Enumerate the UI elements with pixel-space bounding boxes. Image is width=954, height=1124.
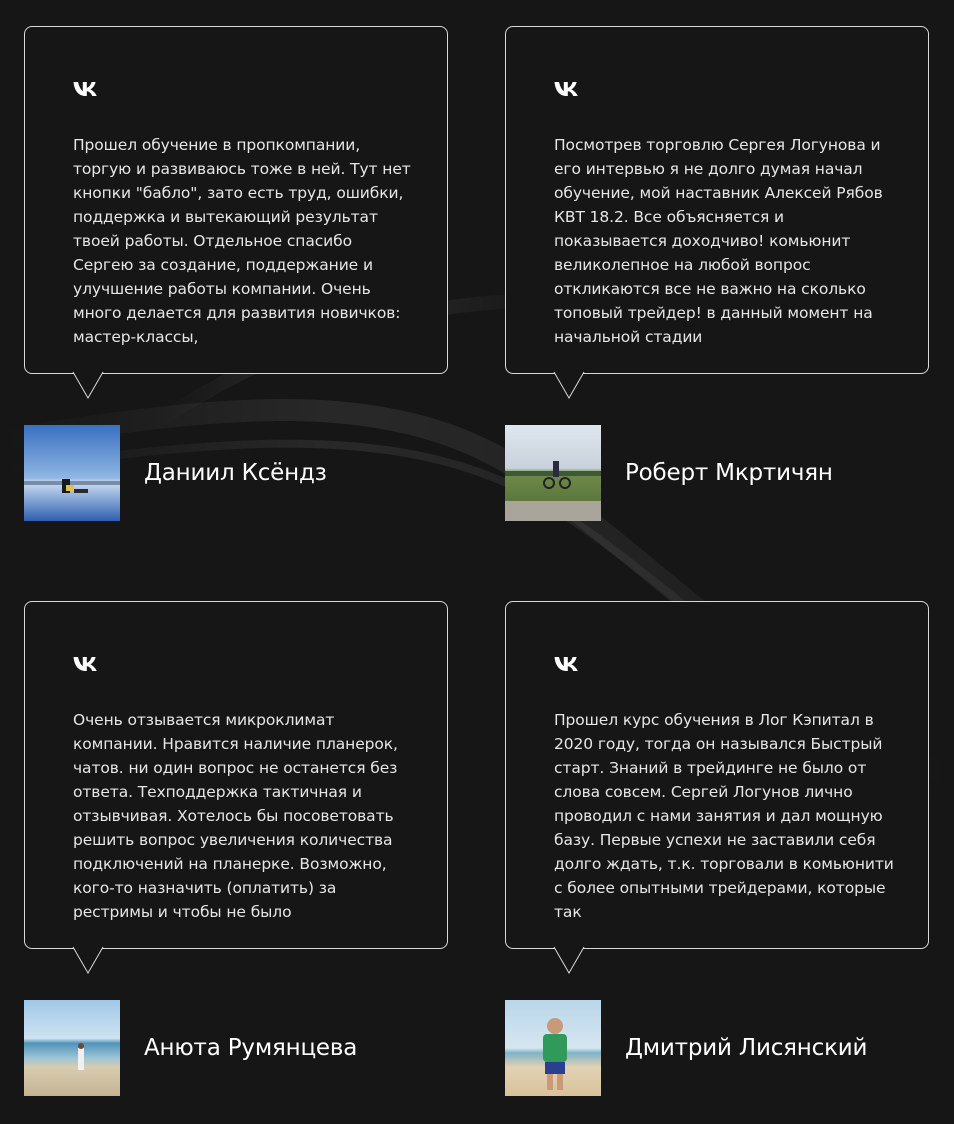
author-name: Роберт Мкртичян	[625, 460, 833, 486]
author-1	[24, 425, 327, 521]
author-4	[505, 1000, 867, 1096]
review-text: Прошел обучение в пропкомпании, торгую и развиваюсь тоже в ней. Тут нет кнопки "бабло", зато есть труд, ошибки, поддержка и вытекающий результат твоей работы. Отдельное спасибо Сергею за создание, поддержание и улучшение работы компании. Очень много делается для развития новичков: мастер-классы,	[73, 136, 411, 346]
speech-tail	[554, 372, 584, 400]
vk-icon[interactable]	[73, 656, 99, 672]
avatar	[505, 1000, 601, 1096]
avatar	[24, 425, 120, 521]
speech-tail	[73, 372, 103, 400]
review-card-1	[24, 26, 448, 374]
author-3	[24, 1000, 357, 1096]
review-text: Посмотрев торговлю Сергея Логунова и его интервью я не долго думая начал обучение, мой наставник Алексей Рябов КВТ 18.2. Все объясняется и показывается доходчиво! комьюнит великолепное на любой вопрос откликаются все не важно на сколько топовый трейдер! в данный момент на начальной стадии	[554, 136, 883, 346]
vk-icon[interactable]	[554, 656, 580, 672]
vk-icon[interactable]	[554, 81, 580, 97]
avatar	[24, 1000, 120, 1096]
vk-icon[interactable]	[73, 81, 99, 97]
avatar	[505, 425, 601, 521]
author-name: Дмитрий Лисянский	[625, 1035, 868, 1061]
author-name: Даниил Ксёндз	[144, 460, 327, 486]
author-name: Анюта Румянцева	[144, 1035, 358, 1061]
speech-tail	[554, 947, 584, 975]
review-card-3	[24, 601, 448, 949]
review-card-4	[505, 601, 929, 949]
review-text: Очень отзывается микроклимат компании. Нравится наличие планерок, чатов. ни один вопрос не останется без ответа. Техподдержка тактичная и отзывчивая. Хотелось бы посоветовать решить вопрос увеличения количества подключений на планерке. Возможно, кого-то назначить (оплатить) за рестримы и чтобы не было	[73, 711, 398, 921]
author-2	[505, 425, 833, 521]
review-text: Прошел курс обучения в Лог Кэпитал в 2020 году, тогда он назывался Быстрый старт. Знаний в трейдинге не было от слова совсем. Сергей Логунов лично проводил с нами занятия и дал мощную базу. Первые успехи не заставили себя долго ждать, т.к. торговали в комьюнити с более опытными трейдерами, которые так	[554, 711, 894, 921]
review-card-2	[505, 26, 929, 374]
speech-tail	[73, 947, 103, 975]
